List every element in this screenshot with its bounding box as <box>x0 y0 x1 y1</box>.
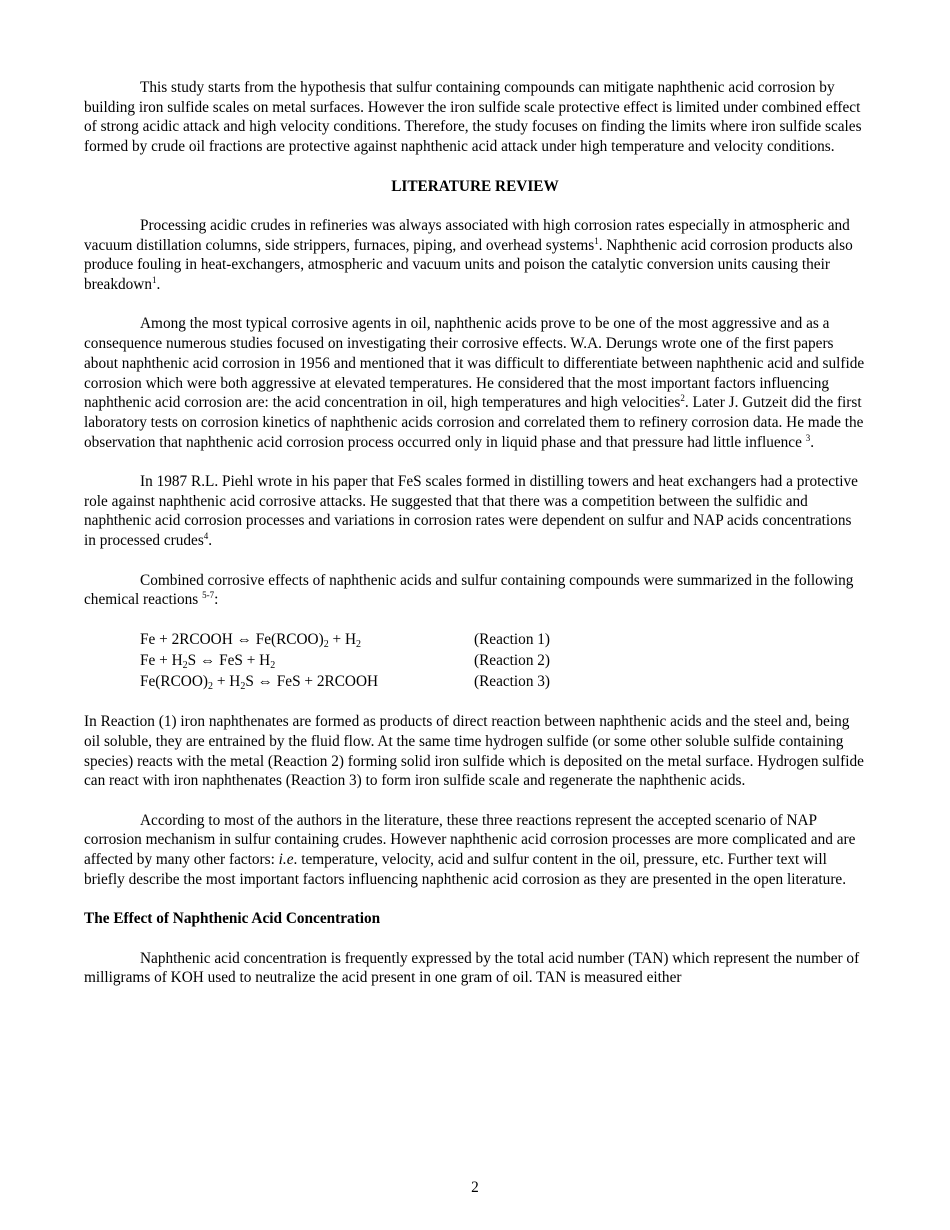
paragraph-combined-effects <box>84 571 866 610</box>
paragraph-text: Among the most typical corrosive agents in oil, naphthenic acids prove to be one of the most aggressive and as a consequence numerous studies focused on investigating their corrosive effects. W.A. Derungs wrote one of the first papers about naphthenic acid corrosion in 1956 and mentioned that it was difficult to differentiate between naphthenic acid and sulfide corrosion which were both aggressive at elevated temperatures. He considered that the most important factors influencing naphthenic acid corrosion are: the acid concentration in oil, high temperatures and high velocities <box>84 315 865 412</box>
paragraph-reaction-explanation: In Reaction (1) iron naphthenates are formed as products of direct reaction between naphthenic acids and the steel and, being oil soluble, they are entrained by the fluid flow. At the same time hydrogen sulfide (or some other soluble sulfide containing species) reacts with the metal (Reaction 2) forming solid iron sulfide which is deposited on the metal surface. Hydrogen sulfide can react with iron naphthenates (Reaction 3) to form iron sulfide scale and regenerate the naphthenic acids. <box>84 713 864 790</box>
paragraph-accepted-scenario <box>84 811 866 890</box>
page-body <box>84 78 866 988</box>
paragraph-text: : <box>214 591 219 609</box>
equation-part: Fe(RCOO) <box>140 673 208 691</box>
subscript: 2 <box>356 639 362 651</box>
equation-part: Fe + H <box>140 652 183 670</box>
reference-marker: 3 <box>805 432 811 443</box>
subscript: 2 <box>270 660 276 672</box>
paragraph-text: . <box>810 433 815 451</box>
paragraph-text: . Later J. Gutzeit did the first laboratory tests on corrosion kinetics of naphthenic acids corrosion and correlated them to refinery corrosion data. He made the observation that naphthenic acid corrosion process occurred only in liquid phase and that pressure had little influence <box>84 394 864 451</box>
reaction-label: (Reaction 3) <box>474 673 551 691</box>
paragraph-corrosive-agents <box>84 314 866 452</box>
paragraph-text: . Naphthenic acid corrosion products also produce fouling in heat-exchangers, atmospheric and vacuum units and poison the catalytic conversion units causing their breakdown <box>84 236 853 293</box>
reaction-label: (Reaction 2) <box>474 652 551 670</box>
reaction-row <box>140 672 866 693</box>
subscript: 2 <box>208 681 213 693</box>
effect-concentration-heading: The Effect of Naphthenic Acid Concentration <box>84 910 381 928</box>
paragraph-text: Combined corrosive effects of naphthenic acids and sulfur containing compounds were summarized in the following chemical reactions <box>84 571 854 609</box>
page-number: 2 <box>471 1179 479 1196</box>
reference-marker: 1 <box>594 235 599 246</box>
reaction-equation <box>140 630 474 650</box>
reaction-row <box>140 651 866 672</box>
reaction-label: (Reaction 1) <box>474 631 551 649</box>
subscript: 2 <box>240 681 246 693</box>
paragraph-tan: Naphthenic acid concentration is frequently expressed by the total acid number (TAN) which represent the number of milligrams of KOH used to neutralize the acid present in one gram of oil. TAN is measured either <box>84 949 860 987</box>
paragraph-acidic-crudes <box>84 216 866 295</box>
equation-part: Fe + 2RCOOH ⇔ Fe(RCOO) <box>140 631 324 649</box>
reaction-equation <box>140 651 474 671</box>
reference-marker: 4 <box>203 531 209 542</box>
equation-part: S ⇔ FeS + 2RCOOH <box>245 673 379 691</box>
paragraph-piehl <box>84 472 866 551</box>
paragraph-text: According to most of the authors in the literature, these three reactions represent the accepted scenario of NAP corrosion mechanism in sulfur containing crudes. However naphthenic acid corrosion processes are more complicated and are affected by many other factors: <box>84 811 856 869</box>
reference-marker: 1 <box>151 275 157 285</box>
reaction-list <box>140 630 866 693</box>
reference-marker: 2 <box>680 393 685 404</box>
paragraph-text: In 1987 R.L. Piehl wrote in his paper that FeS scales formed in distilling towers and heat exchangers had a protective role against naphthenic acid corrosive attacks. He suggested that that there was a competition between the sulfidic and naphthenic acid corrosion processes and variations in corrosion rates were dependent on sulfur and NAP acids concentrations in processed crudes <box>84 473 858 550</box>
reaction-equation <box>140 672 474 692</box>
literature-review-heading: LITERATURE REVIEW <box>391 177 559 195</box>
reference-marker: 5-7 <box>202 590 215 601</box>
paragraph-text: . <box>156 276 161 293</box>
subscript: 2 <box>323 639 329 651</box>
intro-paragraph: This study starts from the hypothesis that sulfur containing compounds can mitigate naphthenic acid corrosion by building iron sulfide scales on metal surfaces. However the iron sulfide scale protective effect is limited under combined effect of strong acidic attack and high velocity conditions. Therefore, the study focuses on finding the limits where iron sulfide scales formed by crude oil fractions are protective against naphthenic acid attack under high temperature and velocity conditions. <box>84 79 862 156</box>
paragraph-text: . <box>208 532 213 550</box>
equation-part: S ⇔ FeS + H <box>187 652 271 670</box>
italic-ie: i.e <box>278 851 294 869</box>
equation-part: + H <box>213 673 241 691</box>
reaction-row <box>140 630 866 651</box>
paragraph-text: . temperature, velocity, acid and sulfur content in the oil, pressure, etc. Further text will briefly describe the most important factors influencing naphthenic acid corrosion as they are presented in the open literature. <box>84 851 847 888</box>
paragraph-text: Processing acidic crudes in refineries was always associated with high corrosion rates especially in atmospheric and vacuum distillation columns, side strippers, furnaces, piping, and overhead systems <box>84 216 850 254</box>
subscript: 2 <box>182 660 188 672</box>
equation-part: + H <box>328 631 357 649</box>
